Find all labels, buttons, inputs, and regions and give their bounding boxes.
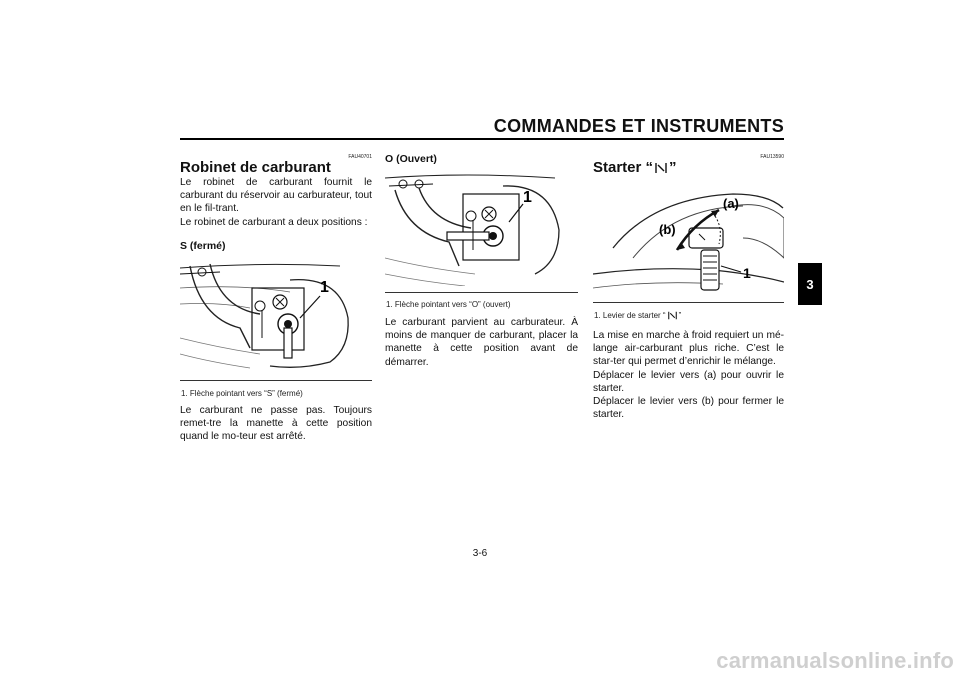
caption-separator <box>180 380 372 381</box>
starter-figure <box>593 178 784 296</box>
starter-illustration <box>593 178 784 296</box>
open-description: Le carburant parvient au carburateur. À moins de manquer de carburant, placer la manette à cette position avant de démarrer. <box>385 317 578 368</box>
intro-paragraph-2: Le robinet de carburant a deux positions : <box>180 216 368 228</box>
subheading-closed: S (fermé) <box>180 240 226 252</box>
closed-description: Le carburant ne passe pas. Toujours remet-tre la manette à cette position quand le mo-teur est arrêté. <box>180 405 372 443</box>
starter-description <box>593 329 784 421</box>
fuel-cock-open-figure <box>385 170 578 286</box>
label-a: (a) <box>723 196 739 211</box>
page-header-title: COMMANDES ET INSTRUMENTS <box>493 116 784 136</box>
fuel-cock-closed-figure <box>180 258 372 376</box>
title-prefix: Starter “ <box>593 159 654 176</box>
subheading-open: O (Ouvert) <box>385 153 437 165</box>
intro-paragraph-1: Le robinet de carburant fournit le carburant du réservoir au carburateur, tout en le fil-trant. <box>180 177 372 215</box>
starter-paragraph-1: La mise en marche à froid requiert un mé-lange air-carburant plus riche. C’est le star-ter qui permet d’enrichir le mélange. <box>593 330 784 368</box>
section-title: Robinet de carburant <box>180 159 331 176</box>
chapter-tab[interactable]: 3 <box>798 263 822 305</box>
choke-icon <box>655 162 667 174</box>
watermark[interactable]: carmanualsonline.info <box>716 648 954 673</box>
caption-separator <box>593 302 784 303</box>
fuel-cock-closed-illustration <box>180 258 372 376</box>
caption-separator <box>385 292 578 293</box>
section-code: FAU13590 <box>760 154 784 160</box>
intro-text <box>180 176 372 229</box>
header-rule <box>180 138 784 140</box>
starter-paragraph-2: Déplacer le levier vers (a) pour ouvrir le starter. <box>593 369 784 394</box>
section-code: FAU40701 <box>348 154 372 160</box>
caption-suffix: ” <box>678 311 682 320</box>
title-suffix: ” <box>669 159 677 176</box>
figure-callout-1: 1 <box>320 279 329 296</box>
figure-callout-1: 1 <box>523 189 532 206</box>
caption-prefix: 1. Levier de starter “ <box>594 311 666 320</box>
fuel-cock-open-illustration <box>385 170 578 286</box>
figure-caption: 1. Flèche pointant vers “O” (ouvert) <box>386 300 511 309</box>
starter-paragraph-3: Déplacer le levier vers (b) pour fermer le starter. <box>593 396 784 421</box>
page-number: 3-6 <box>472 548 488 559</box>
section-title <box>593 159 677 176</box>
figure-caption <box>594 311 681 320</box>
figure-caption: 1. Flèche pointant vers “S” (fermé) <box>181 389 303 398</box>
label-b: (b) <box>659 222 676 237</box>
choke-icon <box>668 311 677 320</box>
figure-callout-1: 1 <box>743 265 751 281</box>
